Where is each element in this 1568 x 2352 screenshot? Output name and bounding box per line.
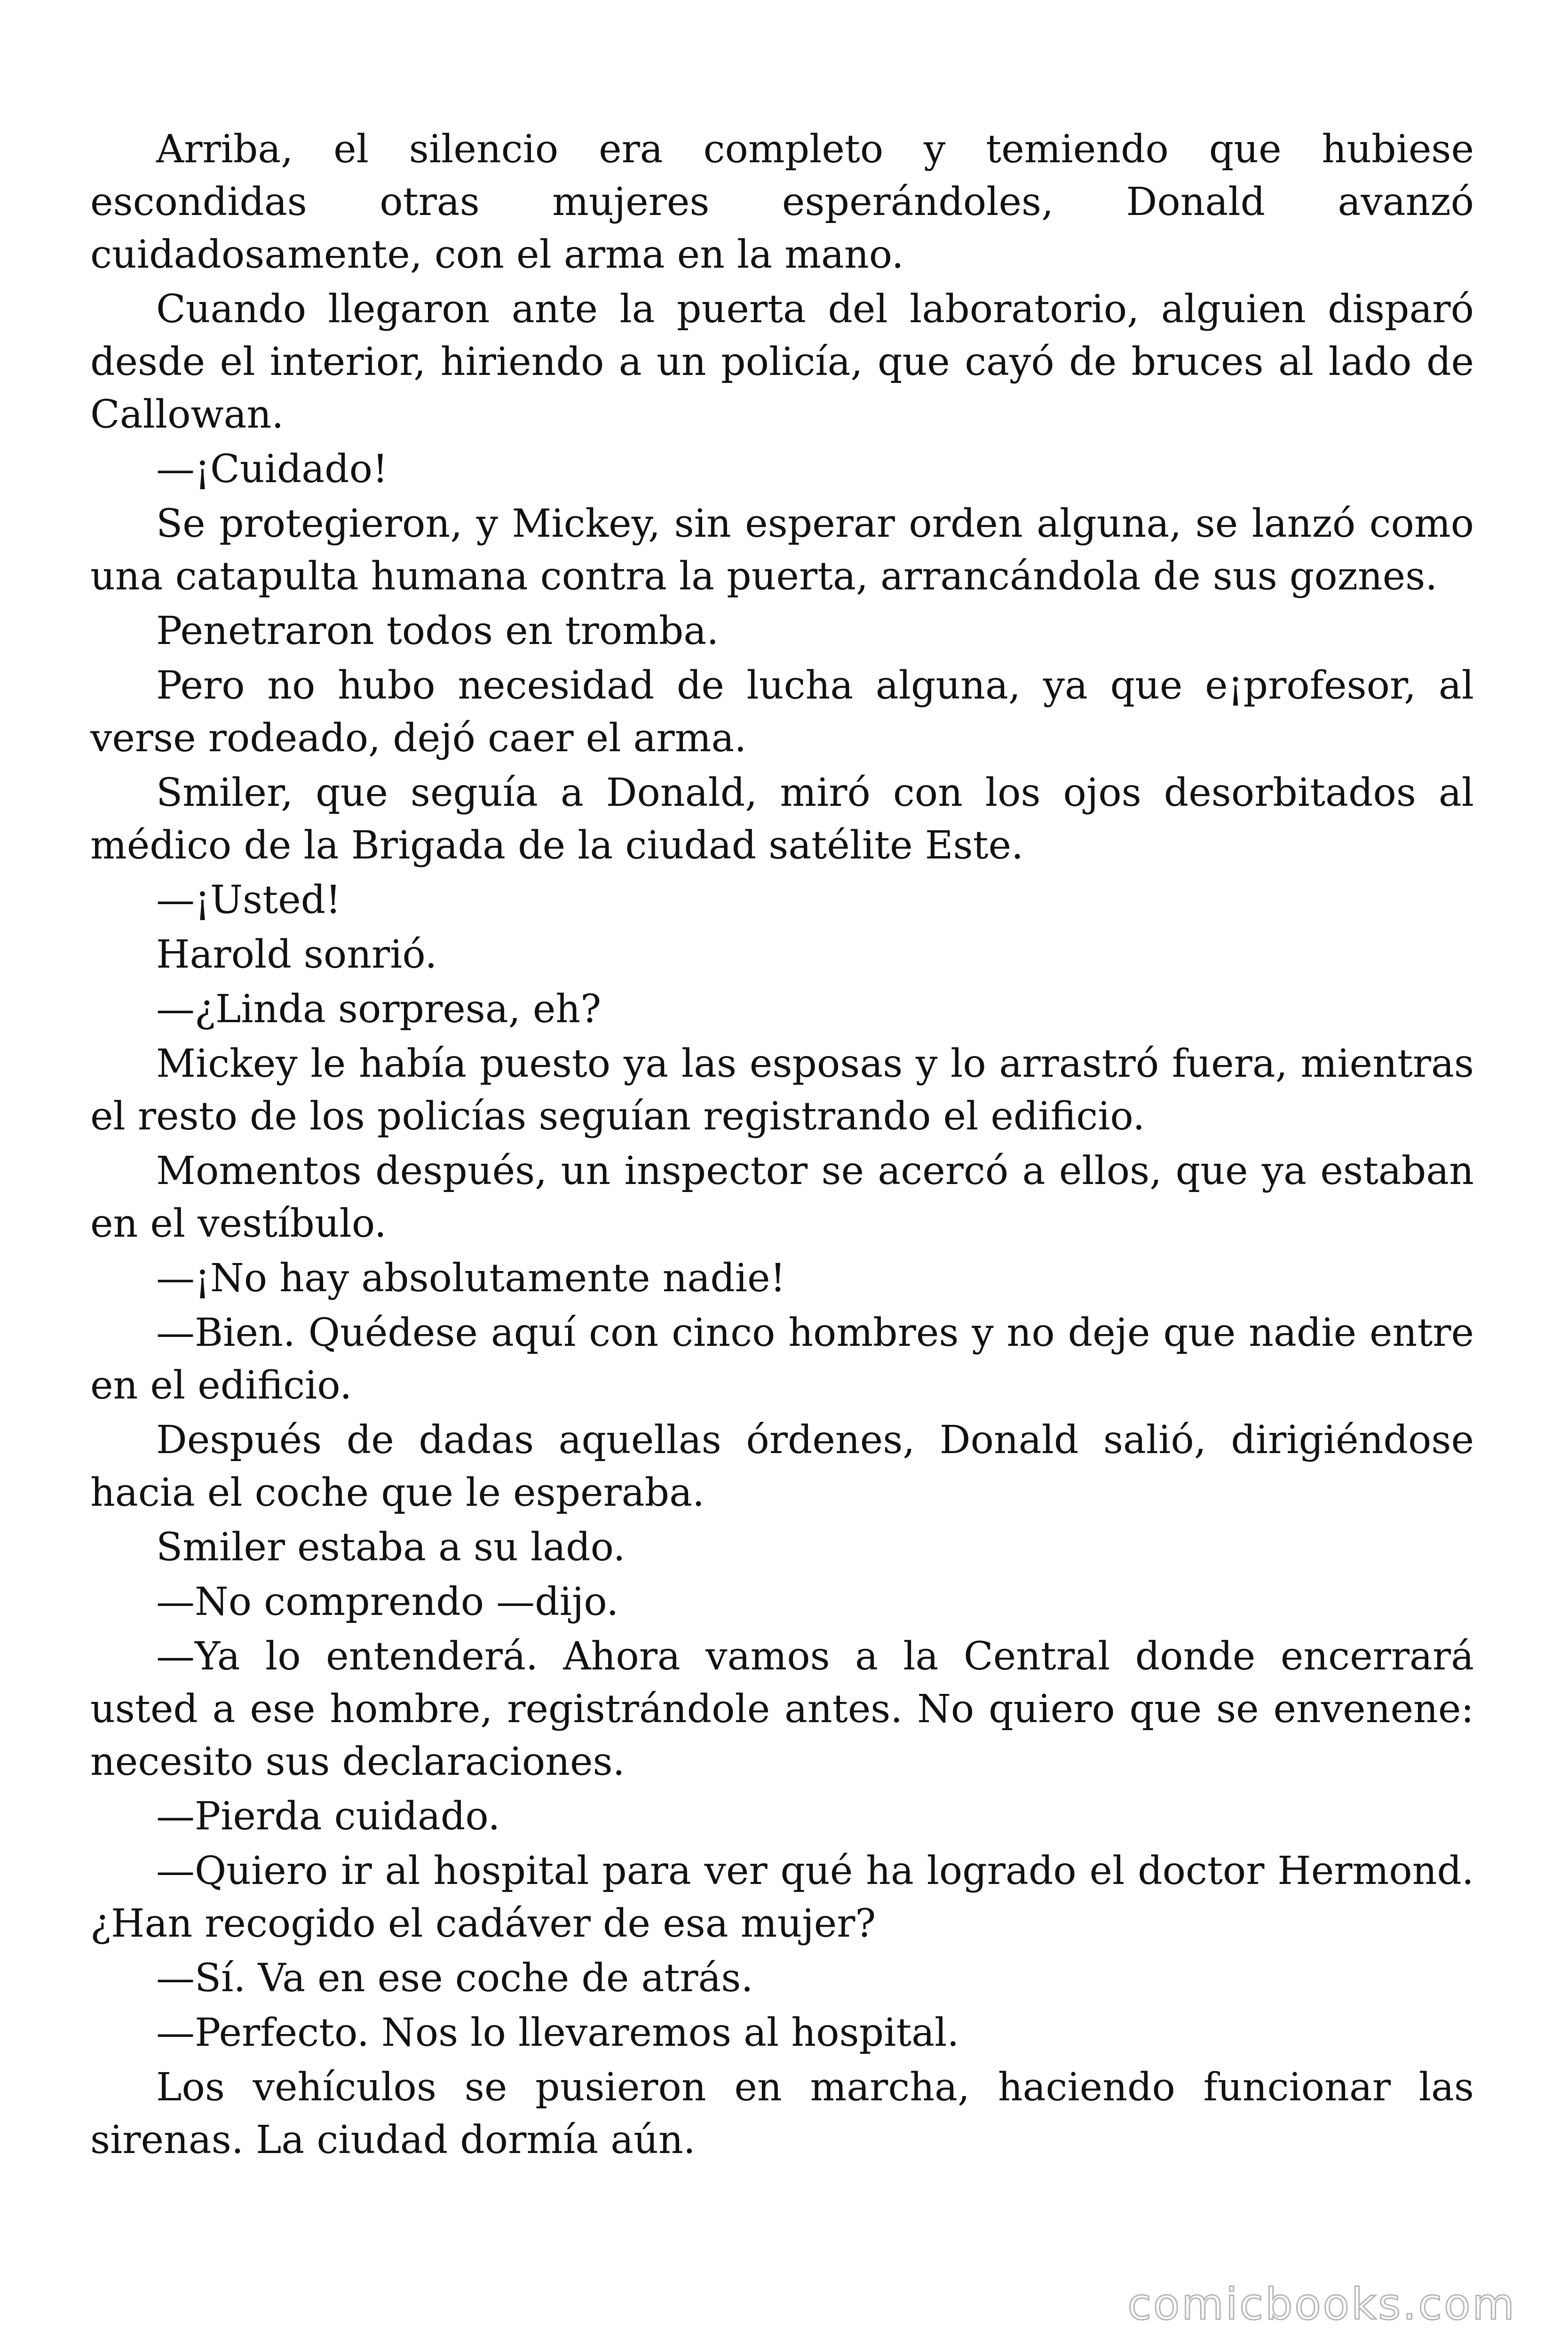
paragraph: Arriba, el silencio era completo y temiendo que hubiese escondidas otras mujeres esperándoles, Donald avanzó cuidadosamente, con el arma en la mano. xyxy=(90,127,1474,277)
paragraph: —Sí. Va en ese coche de atrás. xyxy=(156,1956,753,2001)
paragraph: Pero no hubo necesidad de lucha alguna, ya que e¡profesor, al verse rodeado, dejó caer el arma. xyxy=(90,663,1474,761)
paragraph: Smiler, que seguía a Donald, miró con los ojos desorbitados al médico de la Brigada de la ciudad satélite Este. xyxy=(90,771,1474,868)
paragraph: —Pierda cuidado. xyxy=(156,1794,500,1839)
paragraph: —No comprendo —dijo. xyxy=(156,1580,619,1624)
paragraph: —Ya lo entenderá. Ahora vamos a la Central donde encerrará usted a ese hombre, registrándole antes. No quiero que se envenene: necesito sus declaraciones. xyxy=(90,1634,1474,1784)
paragraph: Harold sonrió. xyxy=(156,932,437,977)
paragraph: Después de dadas aquellas órdenes, Donald salió, dirigiéndose hacia el coche que le esperaba. xyxy=(90,1418,1474,1515)
paragraph: Cuando llegaron ante la puerta del laboratorio, alguien disparó desde el interior, hiriendo a un policía, que cayó de bruces al lado de Callowan. xyxy=(90,287,1474,437)
paragraph: —¡Cuidado! xyxy=(156,447,388,492)
paragraph: —¡No hay absolutamente nadie! xyxy=(156,1256,786,1301)
paragraph: —¿Linda sorpresa, eh? xyxy=(156,987,602,1032)
paragraph: —Bien. Quédese aquí con cinco hombres y no deje que nadie entre en el edificio. xyxy=(90,1311,1474,1408)
paragraph: Los vehículos se pusieron en marcha, haciendo funcionar las sirenas. La ciudad dormía aún. xyxy=(90,2065,1474,2162)
paragraph: Momentos después, un inspector se acercó a ellos, que ya estaban en el vestíbulo. xyxy=(90,1149,1474,1246)
paragraph: —Quiero ir al hospital para ver qué ha logrado el doctor Hermond. ¿Han recogido el cadáver de esa mujer? xyxy=(90,1849,1474,1946)
paragraph: —¡Usted! xyxy=(156,878,341,922)
paragraph: Penetraron todos en tromba. xyxy=(156,609,719,653)
watermark: comicbooks.com xyxy=(1127,2279,1516,2329)
paragraph: —Perfecto. Nos lo llevaremos al hospital. xyxy=(156,2010,959,2055)
paragraph: Mickey le había puesto ya las esposas y lo arrastró fuera, mientras el resto de los policías seguían registrando el edificio. xyxy=(90,1041,1474,1139)
page-text xyxy=(90,123,1474,2169)
paragraph: Se protegieron, y Mickey, sin esperar orden alguna, se lanzó como una catapulta humana contra la puerta, arrancándola de sus goznes. xyxy=(90,501,1474,599)
paragraph: Smiler estaba a su lado. xyxy=(156,1525,626,1570)
